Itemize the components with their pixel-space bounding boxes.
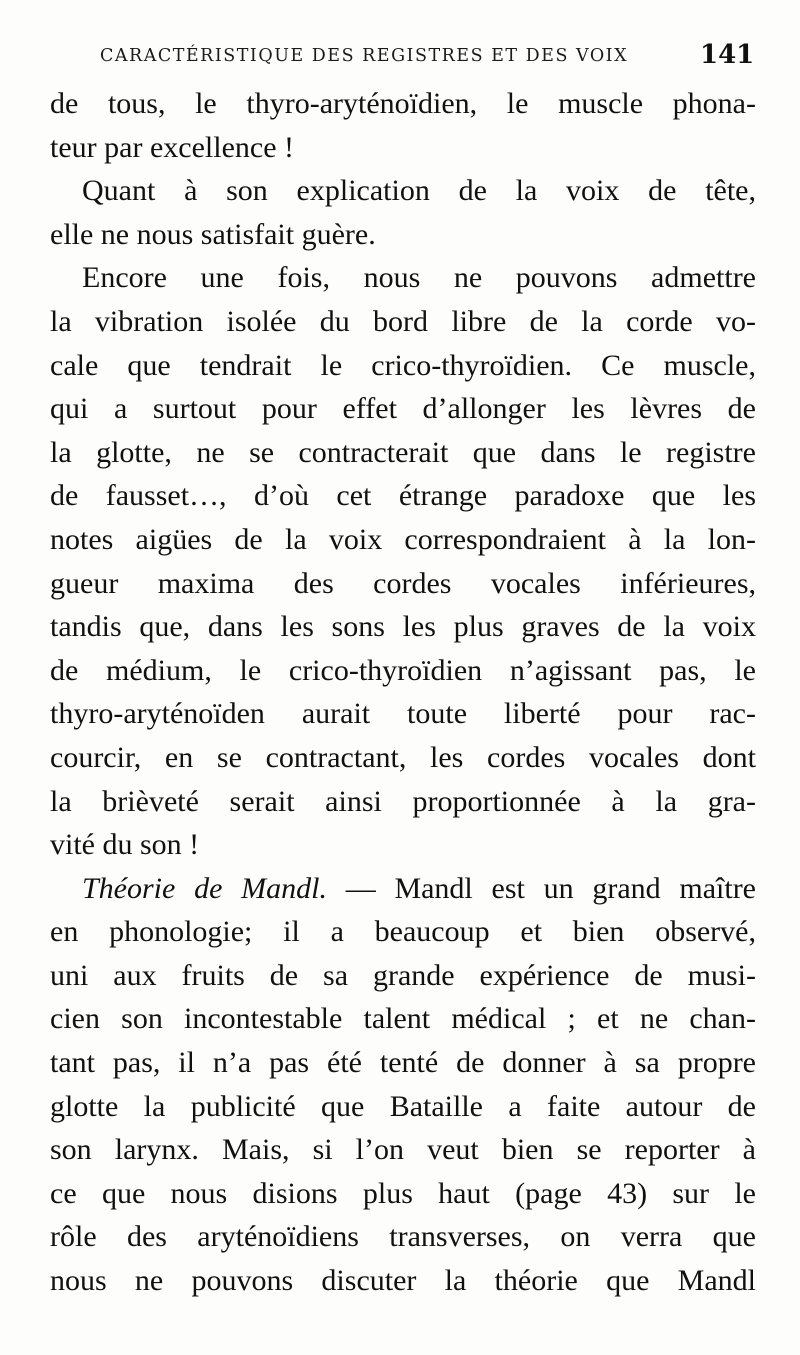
text-line: de médium, le crico-thyroïdien n’agissant pas, le [50, 653, 756, 687]
text-line: thyro-aryténoïden aurait toute liberté pour rac- [50, 697, 756, 731]
running-title: CARACTÉRISTIQUE DES REGISTRES ET DES VOIX [100, 46, 629, 66]
text-line: la brièveté serait ainsi proportionnée à la gra- [50, 784, 756, 818]
text-line: gueur maxima des cordes vocales inférieures, [50, 566, 756, 600]
page-number: 141 [700, 40, 755, 70]
text-line: la vibration isolée du bord libre de la corde vo- [50, 304, 756, 338]
text-line: elle ne nous satisfait guère. [50, 217, 376, 251]
text-line: courcir, en se contractant, les cordes vocales dont [50, 740, 756, 774]
text-line: Encore une fois, nous ne pouvons admettre [82, 261, 756, 295]
text-line: nous ne pouvons discuter la théorie que Mandl [50, 1264, 756, 1298]
section-start-text: — Mandl est un grand maître [345, 871, 756, 905]
body-text [50, 82, 756, 1303]
text-line: ce que nous disions plus haut (page 43) sur le [50, 1176, 756, 1210]
text-line: la glotte, ne se contracterait que dans le registre [50, 435, 756, 469]
text-line: de fausset…, d’où cet étrange paradoxe que les [50, 479, 756, 513]
text-line: de tous, le thyro-aryténoïdien, le muscle phona- [50, 87, 756, 120]
text-line: cien son incontestable talent médical ; et ne chan- [50, 1002, 756, 1036]
text-line: cale que tendrait le crico-thyroïdien. Ce muscle, [50, 348, 756, 382]
text-line: Quant à son explication de la voix de tête, [82, 174, 756, 208]
text-line: vité du son ! [50, 828, 200, 862]
text-line: rôle des aryténoïdiens transverses, on verra que [50, 1220, 756, 1254]
text-line: tandis que, dans les sons les plus graves de la voix [50, 610, 756, 644]
text-line: en phonologie; il a beaucoup et bien observé, [50, 915, 756, 949]
text-line: glotte la publicité que Bataille a faite autour de [50, 1089, 756, 1123]
text-line: uni aux fruits de sa grande expérience de musi- [50, 958, 756, 992]
page-header [0, 40, 800, 76]
text-line: notes aigües de la voix correspondraient à la lon- [50, 522, 756, 556]
text-line: son larynx. Mais, si l’on veut bien se reporter à [50, 1133, 756, 1167]
text-line: qui a surtout pour effet d’allonger les lèvres de [50, 392, 756, 426]
text-line: teur par excellence ! [50, 130, 294, 164]
section-heading: Théorie de Mandl. [82, 871, 327, 905]
text-line: tant pas, il n’a pas été tenté de donner à sa propre [50, 1046, 756, 1080]
text-line-section-start [50, 867, 756, 911]
